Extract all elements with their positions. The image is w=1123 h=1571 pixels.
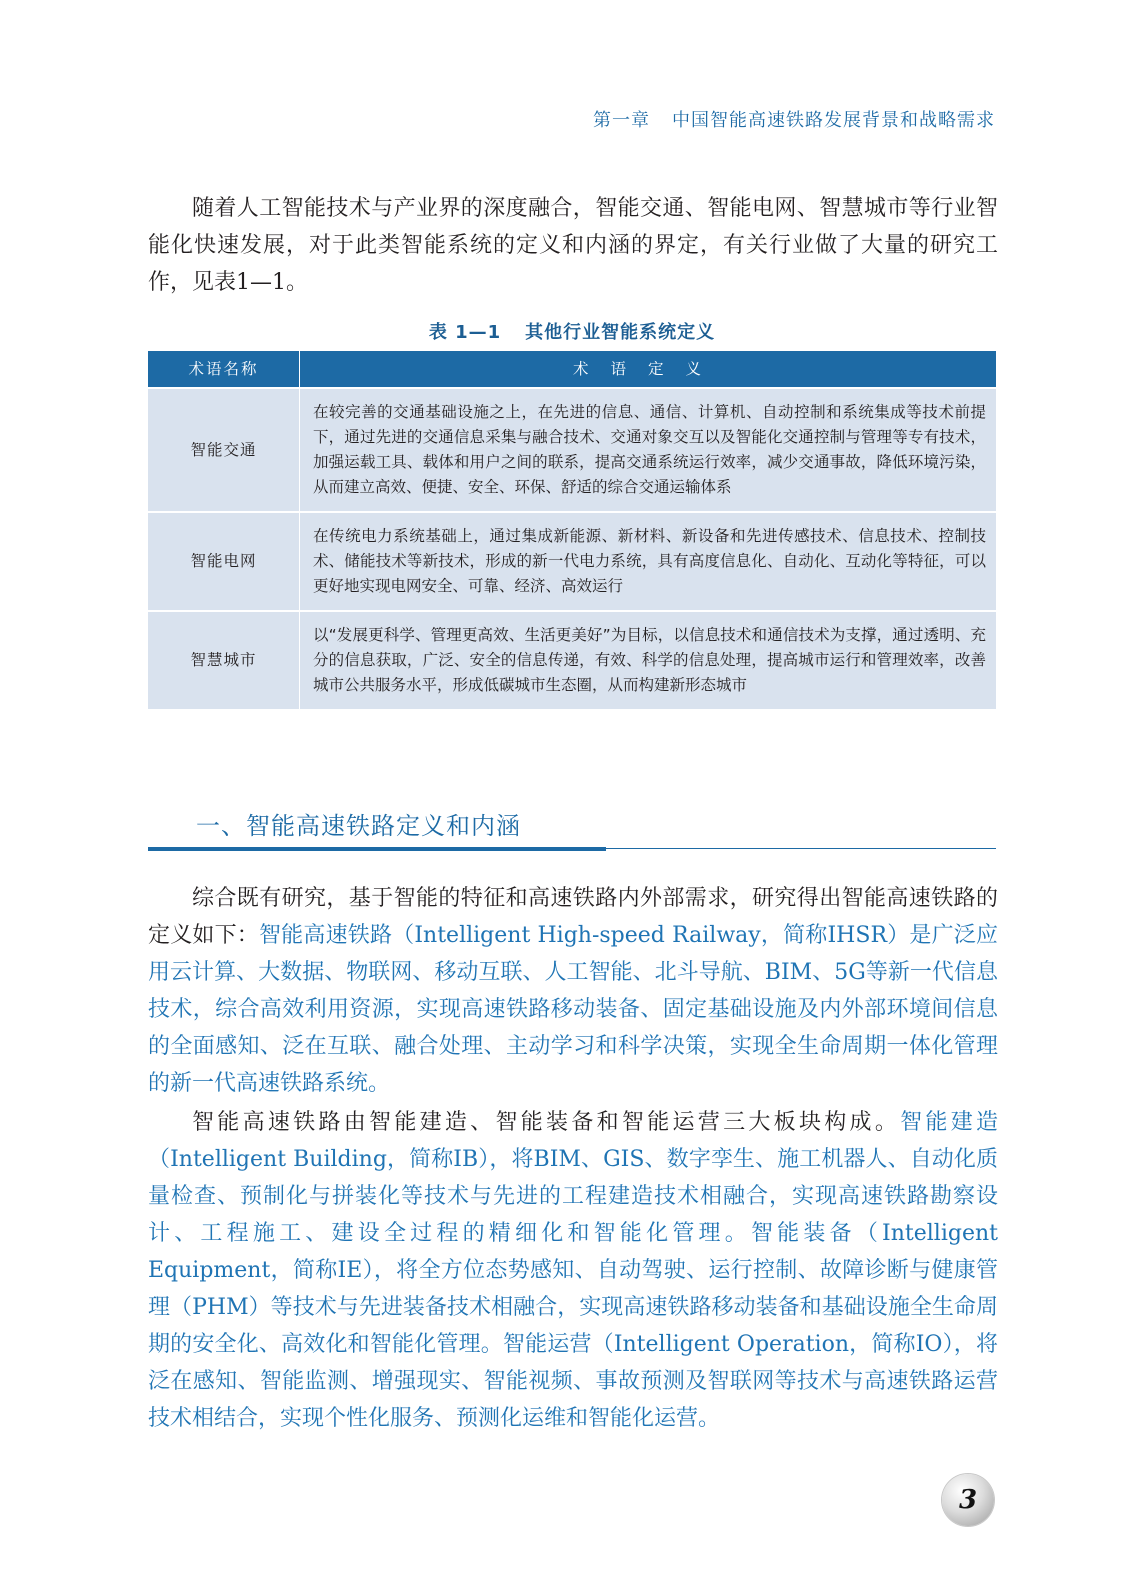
term-cell: 智慧城市 — [148, 611, 300, 709]
table-number: 表 1—1 — [428, 322, 502, 343]
table-row — [148, 388, 996, 512]
running-header — [593, 106, 995, 132]
table-header-row — [148, 351, 996, 388]
page-number-badge — [942, 1474, 994, 1526]
column-header-definition: 术语定义 — [300, 351, 997, 388]
definitions-table — [148, 351, 996, 709]
definition-lead: 综合既有研究，基于智能的特征和高速铁路内外部需求，研究得出智能高速铁路的定义如下： — [148, 886, 998, 948]
definition-cell: 在较完善的交通基础设施之上，在先进的信息、通信、计算机、自动控制和系统集成等技术前提下，通过先进的交通信息采集与融合技术、交通对象交互以及智能化交通控制与管理等专有技术，加强运载工具、载体和用户之间的联系，提高交通系统运行效率，减少交通事故，降低环境污染，从而建立高效、便捷、安全、环保、舒适的综合交通运输体系 — [300, 388, 997, 512]
blocks-highlight: 智能建造（Intelligent Building，简称IB），将BIM、GIS、数字孪生、施工机器人、自动化质量检查、预制化与拼装化等技术与先进的工程建造技术相融合，实现高速铁路勘察设计、工程施工、建设全过程的精细化和智能化管理。智能装备（Intelligent Equipment，简称IE），将全方位态势感知、自动驾驶、运行控制、故障诊断与健康管理（PHM）等技术与先进装备技术相融合，实现高速铁路移动装备和基础设施全生命周期的安全化、高效化和智能化管理。智能运营（Intelligent Operation，简称IO），将泛在感知、智能监测、增强现实、智能视频、事故预测及智联网等技术与高速铁路运营技术相结合，实现个性化服务、预测化运维和智能化运营。 — [148, 1110, 998, 1431]
intro-paragraph: 随着人工智能技术与产业界的深度融合，智能交通、智能电网、智慧城市等行业智能化快速发展，对于此类智能系统的定义和内涵的界定，有关行业做了大量的研究工作，见表1—1。 — [148, 196, 998, 295]
term-cell: 智能电网 — [148, 512, 300, 611]
table-caption — [148, 318, 996, 344]
table-row — [148, 512, 996, 611]
definition-highlight: 智能高速铁路（Intelligent High-speed Railway，简称IHSR）是广泛应用云计算、大数据、物联网、移动互联、人工智能、北斗导航、BIM、5G等新一代信息技术，综合高效利用资源，实现高速铁路移动装备、固定基础设施及内外部环境间信息的全面感知、泛在互联、融合处理、主动学习和科学决策，实现全生命周期一体化管理的新一代高速铁路系统。 — [148, 923, 998, 1096]
heading-underline-accent — [148, 847, 606, 851]
column-header-term: 术语名称 — [148, 351, 300, 388]
blocks-lead: 智能高速铁路由智能建造、智能装备和智能运营三大板块构成。 — [192, 1110, 901, 1135]
blocks-paragraph — [148, 1104, 998, 1437]
definition-cell: 以“发展更科学、管理更高效、生活更美好”为目标，以信息技术和通信技术为支撑，通过透明、充分的信息获取，广泛、安全的信息传递，有效、科学的信息处理，提高城市运行和管理效率，改善城市公共服务水平，形成低碳城市生态圈，从而构建新形态城市 — [300, 611, 997, 709]
chapter-label: 第一章 — [593, 110, 650, 131]
table-title: 其他行业智能系统定义 — [525, 322, 716, 343]
chapter-title: 中国智能高速铁路发展背景和战略需求 — [672, 110, 995, 131]
definition-paragraph — [148, 880, 998, 1102]
table-row — [148, 611, 996, 709]
page-number: 3 — [958, 1485, 978, 1515]
term-cell: 智能交通 — [148, 388, 300, 512]
definition-cell: 在传统电力系统基础上，通过集成新能源、新材料、新设备和先进传感技术、信息技术、控制技术、储能技术等新技术，形成的新一代电力系统，具有高度信息化、自动化、互动化等特征，可以更好地实现电网安全、可靠、经济、高效运行 — [300, 512, 997, 611]
section-heading: 一、智能高速铁路定义和内涵 — [196, 812, 521, 840]
